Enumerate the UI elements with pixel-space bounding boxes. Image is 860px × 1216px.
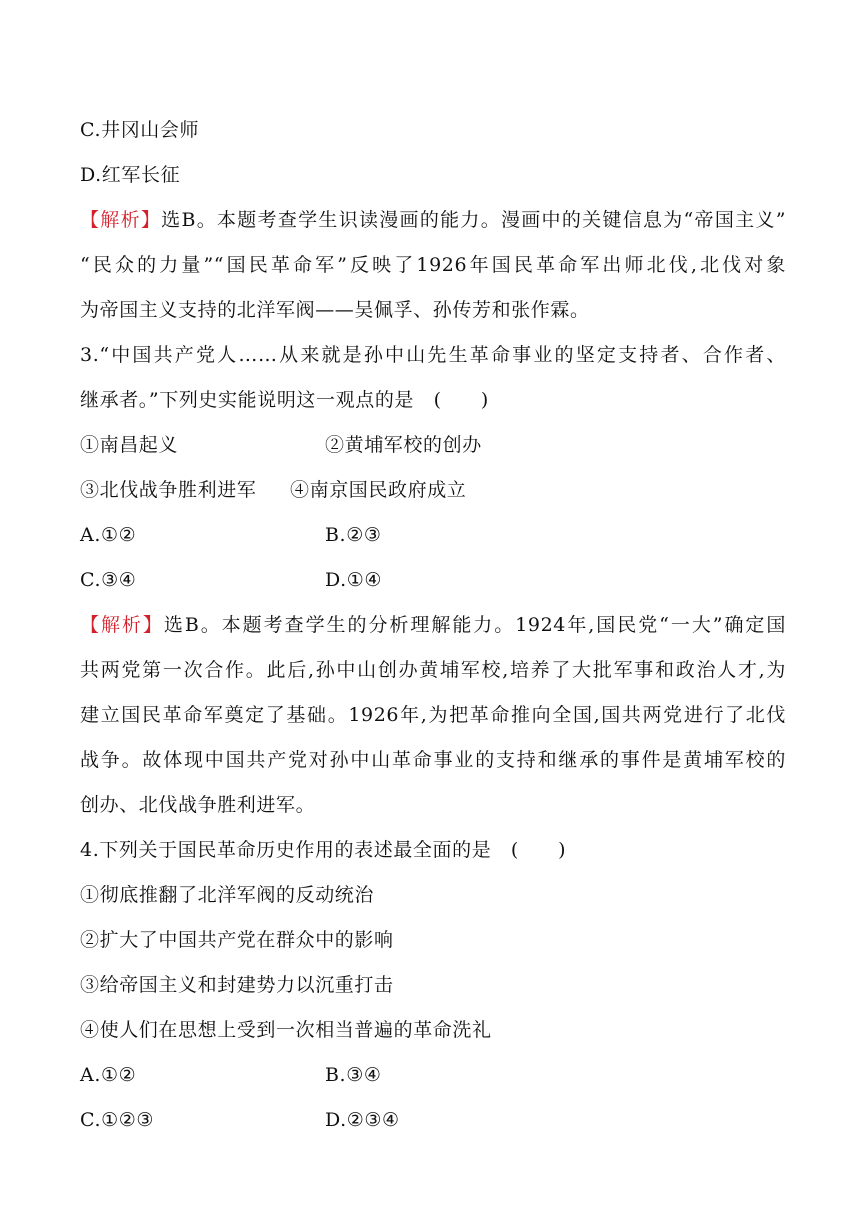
q4-option-b: B.③④ bbox=[325, 1064, 382, 1086]
q4-option-a: A.①② bbox=[80, 1064, 137, 1086]
q4-item-4: ④使人们在思想上受到一次相当普遍的革命洗礼 bbox=[80, 1019, 492, 1041]
q3-item-3: ③北伐战争胜利进军 bbox=[80, 479, 257, 501]
q3-options-row-1 bbox=[80, 513, 786, 558]
q3-option-d: D.①④ bbox=[325, 569, 383, 591]
q3-analysis-line-2: 共两党第一次合作。此后,孙中山创办黄埔军校,培养了大批军事和政治人才,为 bbox=[80, 659, 786, 681]
q2-option-c: C.井冈山会师 bbox=[80, 119, 200, 141]
q2-analysis-line-2: “民众的力量”“国民革命军”反映了1926年国民革命军出师北伐,北伐对象 bbox=[80, 254, 786, 276]
q2-analysis-line-1 bbox=[80, 198, 786, 243]
q3-option-a: A.①② bbox=[80, 524, 137, 546]
q4-option-c: C.①②③ bbox=[80, 1109, 154, 1131]
q3-analysis-text-1: 选B。本题考查学生的分析理解能力。1924年,国民党“一大”确定国 bbox=[163, 614, 786, 636]
q3-analysis-line-3: 建立国民革命军奠定了基础。1926年,为把革命推向全国,国共两党进行了北伐 bbox=[80, 704, 786, 726]
q3-item-2: ②黄埔军校的创办 bbox=[325, 434, 482, 456]
q3-item-1: ①南昌起义 bbox=[80, 434, 179, 456]
q2-option-d: D.红军长征 bbox=[80, 164, 181, 186]
q3-analysis-line-4: 战争。故体现中国共产党对孙中山革命事业的支持和继承的事件是黄埔军校的 bbox=[80, 749, 786, 771]
q4-option-d: D.②③④ bbox=[325, 1109, 400, 1131]
q3-items-row-2 bbox=[80, 468, 786, 513]
analysis-tag: 【解析】 bbox=[80, 614, 164, 636]
q2-analysis-text-1: 选B。本题考查学生识读漫画的能力。漫画中的关键信息为“帝国主义” bbox=[161, 209, 787, 231]
q4-item-3: ③给帝国主义和封建势力以沉重打击 bbox=[80, 974, 394, 996]
q3-items-row-1 bbox=[80, 423, 786, 468]
q3-analysis-line-1 bbox=[80, 603, 786, 648]
q3-item-4: ④南京国民政府成立 bbox=[290, 479, 467, 501]
q4-item-2: ②扩大了中国共产党在群众中的影响 bbox=[80, 929, 394, 951]
document-page bbox=[80, 108, 786, 1143]
q4-item-1: ①彻底推翻了北洋军阀的反动统治 bbox=[80, 884, 375, 906]
q3-stem-line-2: 继承者。”下列史实能说明这一观点的是 ( ) bbox=[80, 389, 489, 411]
q4-stem: 4.下列关于国民革命历史作用的表述最全面的是 ( ) bbox=[80, 839, 567, 861]
q4-options-row-1 bbox=[80, 1053, 786, 1098]
q2-analysis-line-3: 为帝国主义支持的北洋军阀——吴佩孚、孙传芳和张作霖。 bbox=[80, 299, 590, 321]
q3-option-c: C.③④ bbox=[80, 569, 137, 591]
analysis-tag: 【解析】 bbox=[80, 209, 162, 231]
q4-options-row-2 bbox=[80, 1098, 786, 1143]
q3-analysis-line-5: 创办、北伐战争胜利进军。 bbox=[80, 794, 316, 816]
q3-option-b: B.②③ bbox=[325, 524, 382, 546]
q3-options-row-2 bbox=[80, 558, 786, 603]
q3-stem-line-1: 3.“中国共产党人……从来就是孙中山先生革命事业的坚定支持者、合作者、 bbox=[80, 344, 786, 366]
